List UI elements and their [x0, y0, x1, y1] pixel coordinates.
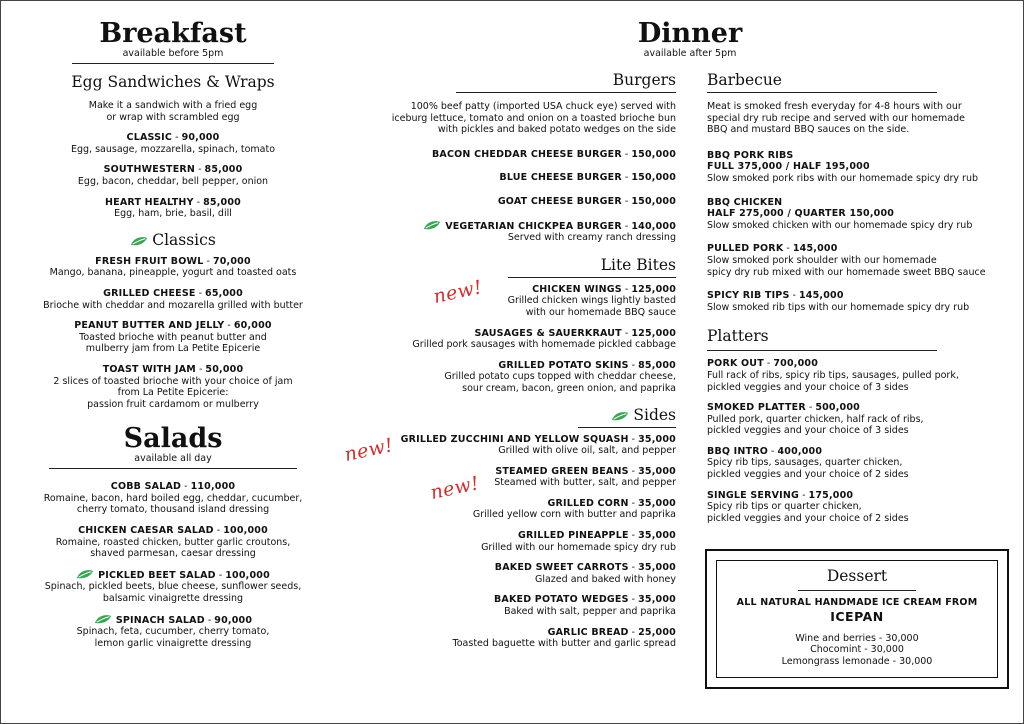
- barbecue-list: [707, 150, 1007, 314]
- divider: [508, 277, 676, 278]
- dessert-inner-frame: [716, 560, 998, 678]
- list-item: BAKED POTATO WEDGES - 35,000 Baked with salt, pepper and paprika: [493, 594, 676, 618]
- list-item: SPINACH SALAD - 90,000 Spinach, feta, cucumber, cherry tomato, lemon garlic vinaigrette dressing: [76, 614, 270, 649]
- dessert-brand: ICEPAN: [830, 608, 884, 624]
- egg-list: [28, 132, 318, 220]
- list-item: BBQ INTRO - 400,000 Spicy rib tips, sausages, quarter chicken, pickled veggies and your choice of 2 sides: [707, 445, 909, 481]
- egg-intro: Make it a sandwich with a fried egg or wrap with scrambled egg: [88, 100, 258, 123]
- list-item: BACON CHEDDAR CHEESE BURGER - 150,000: [431, 148, 676, 160]
- dinner-header: [560, 19, 820, 59]
- new-badge: new!: [428, 472, 482, 504]
- lite-bites-heading: Lite Bites: [600, 255, 676, 274]
- list-item: GRILLED PINEAPPLE - 35,000 Grilled with our homemade spicy dry rub: [481, 530, 676, 553]
- new-badge: new!: [431, 276, 485, 308]
- list-item: SINGLE SERVING - 175,000 Spicy rib tips or quarter chicken, pickled veggies and your choice of 2 sides: [707, 489, 909, 524]
- platters-list: [707, 358, 1007, 524]
- divider: [49, 468, 297, 469]
- list-item: PEANUT BUTTER AND JELLY - 60,000 Toasted brioche with peanut butter and mulberry jam from La Petite Epicerie: [74, 320, 272, 355]
- new-badge: new!: [342, 434, 396, 466]
- dessert-box: [705, 549, 1009, 689]
- leaf-icon: [94, 614, 112, 624]
- list-item: CHICKEN CAESAR SALAD - 100,000 Romaine, roasted chicken, butter garlic croutons, shaved parmesan, caesar dressing: [55, 525, 291, 560]
- egg-heading: Egg Sandwiches & Wraps: [71, 73, 275, 91]
- sides-list: [368, 434, 676, 650]
- list-item: TOAST WITH JAM - 50,000 2 slices of toasted brioche with your choice of jam from La Petite Epicerie: passion fruit cardamom or mulberry: [53, 363, 293, 410]
- list-item: Wine and berries - 30,000: [795, 632, 919, 644]
- list-item: PULLED PORK - 145,000 Slow smoked pork shoulder with our homemade spicy dry rub mixed with our homemade sweet BBQ sauce: [707, 243, 986, 278]
- divider: [707, 350, 937, 351]
- list-item: BBQ PORK RIBS FULL 375,000 / HALF 195,000 Slow smoked pork ribs with our homemade spicy dry rub: [707, 149, 979, 184]
- list-item: GARLIC BREAD - 25,000 Toasted baguette with butter and garlic spread: [452, 626, 676, 650]
- list-item: PICKLED BEET SALAD - 100,000 Spinach, pickled beets, blue cheese, sunflower seeds, balsamic vinaigrette dressing: [44, 569, 302, 605]
- list-item: SOUTHWESTERN - 85,000 Egg, bacon, cheddar, bell pepper, onion: [77, 164, 269, 187]
- sides-heading: Sides: [368, 405, 676, 425]
- list-item: GRILLED CORN - 35,000 Grilled yellow corn with butter and paprika: [472, 497, 676, 521]
- dessert-line1: ALL NATURAL HANDMADE ICE CREAM FROM: [736, 597, 978, 608]
- barbecue-heading: Barbecue: [707, 71, 782, 89]
- list-item: CLASSIC - 90,000 Egg, sausage, mozzarella, spinach, tomato: [70, 132, 276, 155]
- list-item: Chocomint - 30,000: [810, 644, 904, 656]
- list-item: SPICY RIB TIPS - 145,000 Slow smoked rib tips with our homemade spicy dry rub: [707, 290, 970, 313]
- list-item: COBB SALAD - 110,000 Romaine, bacon, hard boiled egg, cheddar, cucumber, cherry tomato, thousand island dressing: [43, 481, 303, 516]
- lite-bites-list: [368, 284, 676, 395]
- dinner-title: Dinner: [637, 18, 743, 49]
- divider: [578, 427, 676, 428]
- breakfast-title: Breakfast: [99, 18, 247, 49]
- dinner-middle-column: [368, 70, 676, 650]
- dinner-right-column: [707, 70, 1007, 524]
- classics-heading: Classics: [28, 230, 318, 250]
- list-item: CHICKEN WINGS - 125,000 Grilled chicken wings lightly basted with our homemade BBQ sauce: [507, 283, 676, 318]
- divider: [798, 590, 916, 591]
- dessert-list: [717, 633, 997, 668]
- list-item: PORK OUT - 700,000 Full rack of ribs, spicy rib tips, sausages, pulled pork, pickled veggies and your choice of 3 sides: [707, 358, 959, 393]
- divider: [707, 92, 937, 93]
- platters-heading: Platters: [707, 327, 769, 346]
- barbecue-intro: Meat is smoked fresh everyday for 4-8 hours with our special dry rub recipe and served with our homemade BBQ and mustard BBQ sauces on the side.: [707, 101, 965, 136]
- list-item: BLUE CHEESE BURGER - 150,000: [499, 172, 676, 184]
- classics-list: [28, 256, 318, 411]
- list-item: STEAMED GREEN BEANS - 35,000 Steamed with butter, salt, and pepper: [494, 465, 676, 489]
- list-item: BAKED SWEET CARROTS - 35,000 Glazed and baked with honey: [494, 562, 676, 585]
- list-item: HEART HEALTHY - 85,000 Egg, ham, brie, basil, dill: [105, 196, 241, 220]
- dinner-subtitle: available after 5pm: [643, 48, 737, 59]
- salads-title: Salads: [123, 423, 223, 455]
- divider: [72, 63, 274, 64]
- list-item: GOAT CHEESE BURGER - 150,000: [497, 195, 676, 207]
- leaf-icon: [423, 220, 441, 230]
- burgers-intro: 100% beef patty (imported USA chuck eye) served with iceburg lettuce, tomato and onion on a toasted brioche bun with pickles and baked potato wedges on the side: [391, 101, 676, 136]
- dessert-heading: Dessert: [826, 567, 888, 585]
- list-item: Lemongrass lemonade - 30,000: [781, 655, 933, 667]
- salads-list: [28, 481, 318, 649]
- list-item: SAUSAGES & SAUERKRAUT - 125,000 Grilled pork sausages with homemade pickled cabbage: [412, 327, 676, 351]
- burgers-heading: Burgers: [612, 71, 676, 89]
- list-item: VEGETARIAN CHICKPEA BURGER - 140,000 Served with creamy ranch dressing: [368, 220, 676, 244]
- leaf-icon: [76, 569, 94, 579]
- divider: [456, 92, 676, 93]
- leaf-icon: [611, 411, 629, 421]
- burgers-list: [368, 149, 676, 244]
- list-item: FRESH FRUIT BOWL - 70,000 Mango, banana, pineapple, yogurt and toasted oats: [49, 255, 297, 279]
- breakfast-subtitle: available before 5pm: [122, 48, 224, 59]
- breakfast-column: [28, 0, 318, 649]
- leaf-icon: [130, 236, 148, 246]
- list-item: GRILLED CHEESE - 65,000 Brioche with cheddar and mozarella grilled with butter: [43, 287, 303, 311]
- list-item: GRILLED POTATO SKINS - 85,000 Grilled potato cups topped with cheddar cheese, sour cream, bacon, green onion, and paprika: [444, 359, 676, 394]
- salads-subtitle: available all day: [134, 453, 212, 465]
- list-item: SMOKED PLATTER - 500,000 Pulled pork, quarter chicken, half rack of ribs, pickled veggies and your choice of 3 sides: [707, 402, 924, 437]
- list-item: BBQ CHICKEN HALF 275,000 / QUARTER 150,000 Slow smoked chicken with our homemade spicy dry rub: [707, 196, 973, 231]
- list-item: GRILLED ZUCCHINI AND YELLOW SQUASH - 35,000 Grilled with olive oil, salt, and pepper: [400, 433, 676, 457]
